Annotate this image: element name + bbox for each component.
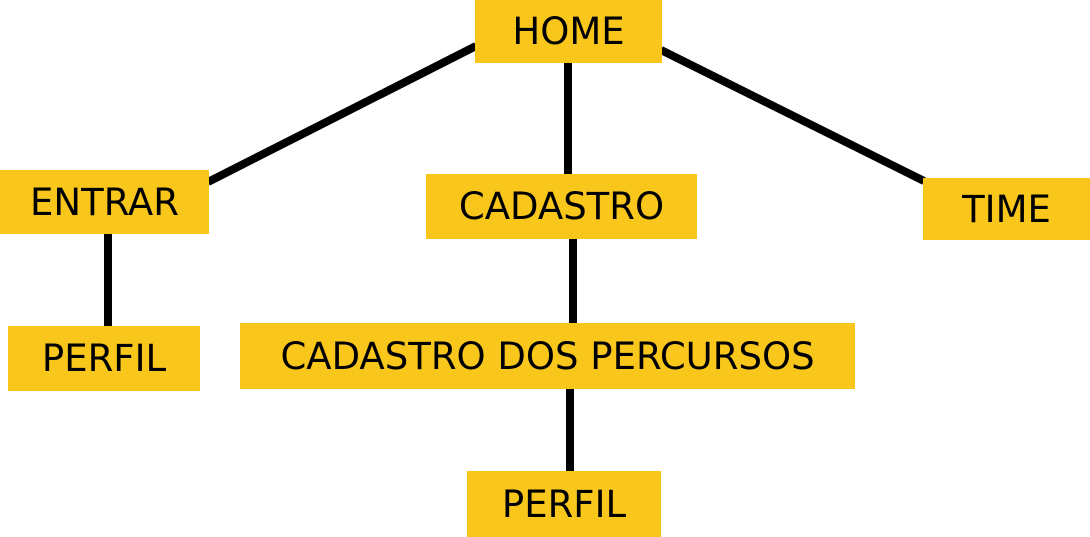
node-entrar-label: ENTRAR <box>30 180 179 224</box>
node-perfil-percursos-label: PERFIL <box>501 482 627 526</box>
node-perfil-entrar-label: PERFIL <box>41 337 167 380</box>
node-cadastro-percursos-label: CADASTRO DOS PERCURSOS <box>280 334 815 378</box>
node-time <box>923 178 1090 240</box>
node-cadastro-label: CADASTRO <box>458 185 665 228</box>
node-perfil-percursos <box>467 471 661 537</box>
node-time-label: TIME <box>962 187 1051 231</box>
node-cadastro <box>426 174 697 239</box>
edge-home-entrar <box>208 46 476 182</box>
node-cadastro-percursos <box>240 323 855 389</box>
node-perfil-entrar <box>8 326 200 391</box>
node-home-label: HOME <box>512 10 625 53</box>
edge-home-time <box>661 50 924 181</box>
node-entrar <box>0 170 209 234</box>
node-home <box>475 0 662 63</box>
